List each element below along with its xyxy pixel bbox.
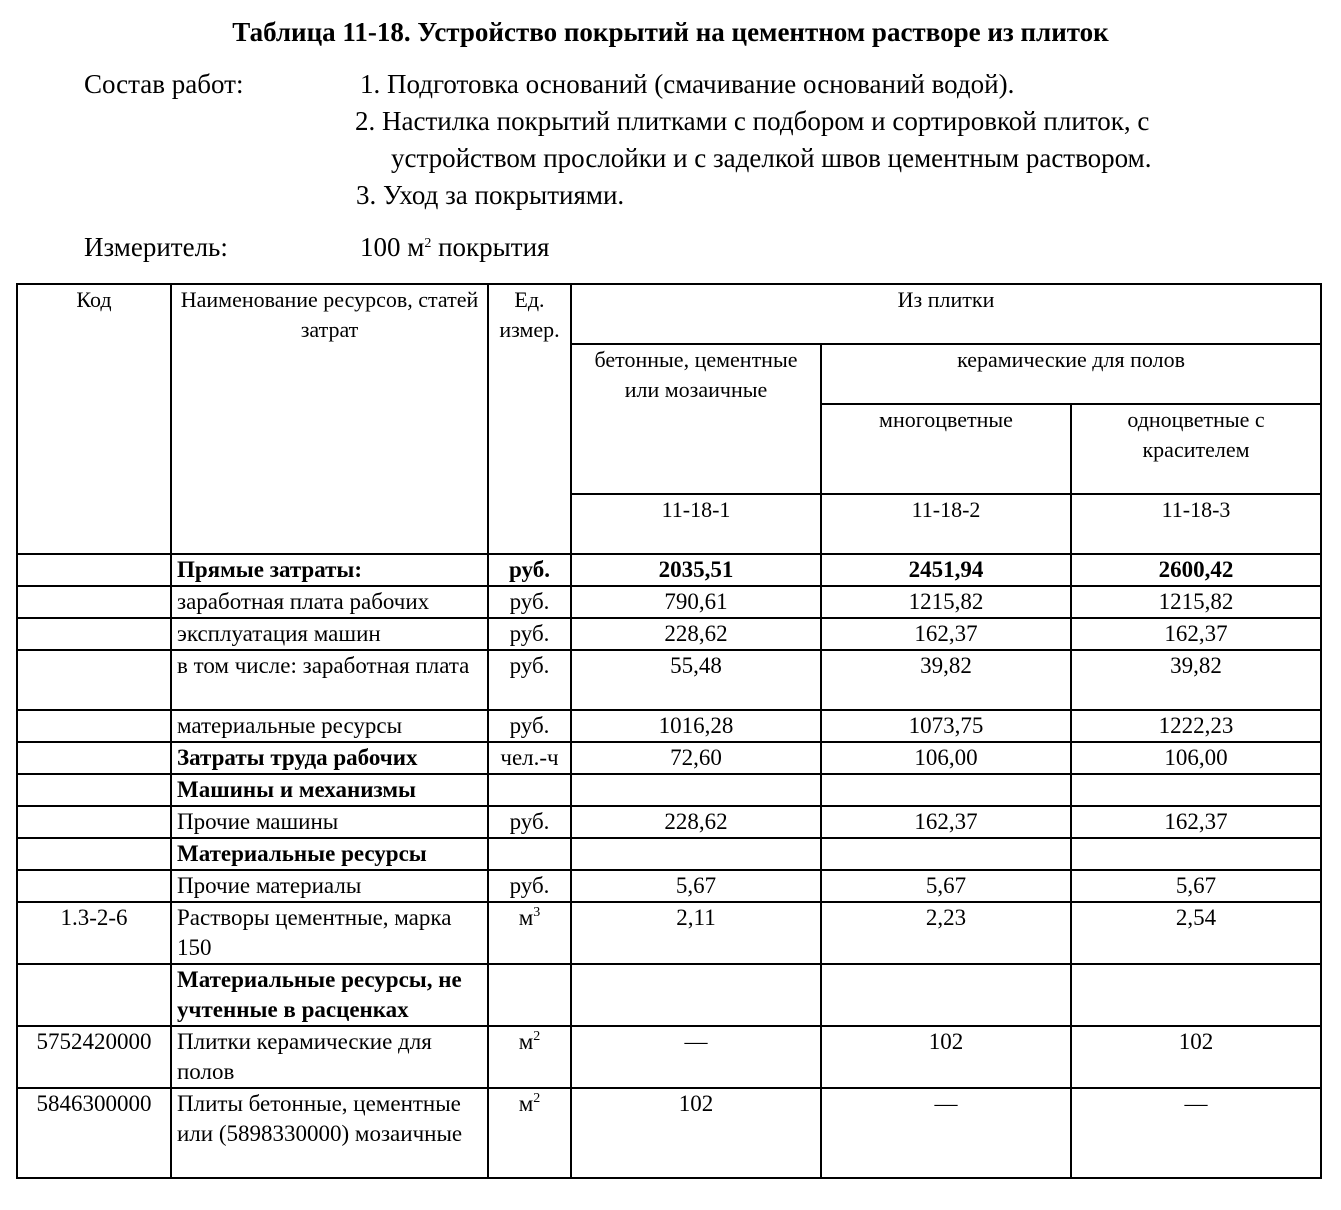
row-name: Плитки керамические для полов — [171, 1026, 488, 1088]
row-unit — [488, 870, 571, 902]
works-label: Состав работ: — [84, 69, 244, 99]
row-value-3: — — [1071, 1088, 1321, 1178]
row-unit — [488, 650, 571, 710]
row-name: Материальные ресурсы — [171, 838, 488, 870]
resource-table — [16, 283, 1322, 1179]
table-row — [17, 554, 1321, 586]
unit-text: руб. — [509, 809, 550, 834]
row-unit — [488, 586, 571, 618]
row-unit — [488, 774, 571, 806]
row-name: Материальные ресурсы, не учтенные в расценках — [171, 964, 488, 1026]
row-value-2 — [821, 774, 1071, 806]
row-value-2: — — [821, 1088, 1071, 1178]
row-code — [17, 838, 171, 870]
row-unit — [488, 806, 571, 838]
row-value-1: — — [571, 1026, 821, 1088]
header-code-2: 11-18-2 — [821, 494, 1071, 554]
row-value-1: 1016,28 — [571, 710, 821, 742]
table-row — [17, 618, 1321, 650]
unit-exponent: 2 — [533, 1091, 541, 1106]
row-value-3: 2600,42 — [1071, 554, 1321, 586]
row-value-3: 162,37 — [1071, 618, 1321, 650]
row-value-1: 790,61 — [571, 586, 821, 618]
row-value-1 — [571, 964, 821, 1026]
row-value-2: 5,67 — [821, 870, 1071, 902]
row-code — [17, 650, 171, 710]
row-value-3: 106,00 — [1071, 742, 1321, 774]
row-name: материальные ресурсы — [171, 710, 488, 742]
row-value-1: 72,60 — [571, 742, 821, 774]
unit-text: м — [518, 1091, 534, 1116]
row-code — [17, 742, 171, 774]
row-value-3: 102 — [1071, 1026, 1321, 1088]
row-code — [17, 710, 171, 742]
header-col1: бетонные, цементные или мозаичные — [571, 344, 821, 494]
header-unit: Ед. измер. — [488, 284, 571, 554]
header-col3: одноцветные с красителем — [1071, 404, 1321, 494]
table-row — [17, 774, 1321, 806]
row-value-2: 102 — [821, 1026, 1071, 1088]
header-col2: многоцветные — [821, 404, 1071, 494]
header-name: Наименование ресурсов, статей затрат — [171, 284, 488, 554]
row-value-1 — [571, 774, 821, 806]
row-name: Растворы цементные, марка 150 — [171, 902, 488, 964]
row-value-2: 162,37 — [821, 618, 1071, 650]
row-code: 5846300000 — [17, 1088, 171, 1178]
row-value-2 — [821, 964, 1071, 1026]
row-value-3 — [1071, 838, 1321, 870]
row-code — [17, 870, 171, 902]
row-value-2: 106,00 — [821, 742, 1071, 774]
row-unit — [488, 902, 571, 964]
row-unit — [488, 742, 571, 774]
table-row — [17, 870, 1321, 902]
table-title: Таблица 11-18. Устройство покрытий на цементном растворе из плиток — [232, 17, 1109, 47]
table-row — [17, 650, 1321, 710]
unit-text: руб. — [509, 557, 550, 582]
unit-text: м — [518, 1029, 534, 1054]
table-row — [17, 838, 1321, 870]
row-value-1: 5,67 — [571, 870, 821, 902]
row-code — [17, 618, 171, 650]
row-value-3: 1215,82 — [1071, 586, 1321, 618]
work-item-3: 3. Уход за покрытиями. — [356, 180, 625, 210]
work-item-1: 1. Подготовка оснований (смачивание оснований водой). — [360, 69, 1015, 99]
row-value-2: 162,37 — [821, 806, 1071, 838]
unit-text: руб. — [509, 873, 550, 898]
row-value-2: 1215,82 — [821, 586, 1071, 618]
row-value-2: 2,23 — [821, 902, 1071, 964]
unit-exponent: 2 — [533, 1029, 541, 1044]
row-code — [17, 586, 171, 618]
row-value-1: 55,48 — [571, 650, 821, 710]
row-name: Машины и механизмы — [171, 774, 488, 806]
header-code-3: 11-18-3 — [1071, 494, 1321, 554]
header-group: Из плитки — [571, 284, 1321, 344]
row-code — [17, 554, 171, 586]
header-ceramic: керамические для полов — [821, 344, 1321, 404]
row-value-1: 2,11 — [571, 902, 821, 964]
table-row — [17, 1026, 1321, 1088]
row-unit — [488, 1026, 571, 1088]
meter-label: Измеритель: — [84, 232, 228, 262]
row-value-2: 1073,75 — [821, 710, 1071, 742]
row-code — [17, 964, 171, 1026]
row-name: Затраты труда рабочих — [171, 742, 488, 774]
row-value-3 — [1071, 774, 1321, 806]
row-code — [17, 806, 171, 838]
row-value-3: 39,82 — [1071, 650, 1321, 710]
unit-text: м — [518, 905, 534, 930]
table-row — [17, 742, 1321, 774]
row-unit — [488, 554, 571, 586]
row-value-1: 228,62 — [571, 618, 821, 650]
row-value-3: 5,67 — [1071, 870, 1321, 902]
unit-exponent: 3 — [533, 905, 541, 920]
row-code: 5752420000 — [17, 1026, 171, 1088]
row-name: Прочие машины — [171, 806, 488, 838]
unit-text: чел.-ч — [500, 745, 559, 770]
row-value-3: 162,37 — [1071, 806, 1321, 838]
row-unit — [488, 964, 571, 1026]
row-code — [17, 774, 171, 806]
table-row — [17, 586, 1321, 618]
unit-text: руб. — [509, 653, 550, 678]
table-row — [17, 806, 1321, 838]
table-row — [17, 1088, 1321, 1178]
work-item-2-cont: устройством прослойки и с заделкой швов цементным раствором. — [391, 143, 1152, 173]
table-row — [17, 902, 1321, 964]
table-row — [17, 710, 1321, 742]
row-value-1: 2035,51 — [571, 554, 821, 586]
meter-value: 100 $м^2$ покрытия — [360, 232, 550, 262]
row-value-3: 2,54 — [1071, 902, 1321, 964]
header-code: Код — [17, 284, 171, 554]
row-name: эксплуатация машин — [171, 618, 488, 650]
work-item-2: 2. Настилка покрытий плитками с подбором и сортировкой плиток, с — [355, 106, 1150, 136]
row-value-3: 1222,23 — [1071, 710, 1321, 742]
row-value-2 — [821, 838, 1071, 870]
row-value-1: 228,62 — [571, 806, 821, 838]
row-value-2: 2451,94 — [821, 554, 1071, 586]
row-unit — [488, 618, 571, 650]
row-value-3 — [1071, 964, 1321, 1026]
row-name: Плиты бетонные, цементные или (5898330000) мозаичные — [171, 1088, 488, 1178]
row-unit — [488, 838, 571, 870]
table-row — [17, 964, 1321, 1026]
row-unit — [488, 710, 571, 742]
row-name: в том числе: заработная плата — [171, 650, 488, 710]
unit-text: руб. — [509, 621, 550, 646]
row-value-1 — [571, 838, 821, 870]
row-code: 1.3-2-6 — [17, 902, 171, 964]
row-name: Прямые затраты: — [171, 554, 488, 586]
unit-text: руб. — [509, 713, 550, 738]
row-value-1: 102 — [571, 1088, 821, 1178]
row-name: Прочие материалы — [171, 870, 488, 902]
row-unit — [488, 1088, 571, 1178]
unit-text: руб. — [509, 589, 550, 614]
row-value-2: 39,82 — [821, 650, 1071, 710]
header-code-1: 11-18-1 — [571, 494, 821, 554]
row-name: заработная плата рабочих — [171, 586, 488, 618]
